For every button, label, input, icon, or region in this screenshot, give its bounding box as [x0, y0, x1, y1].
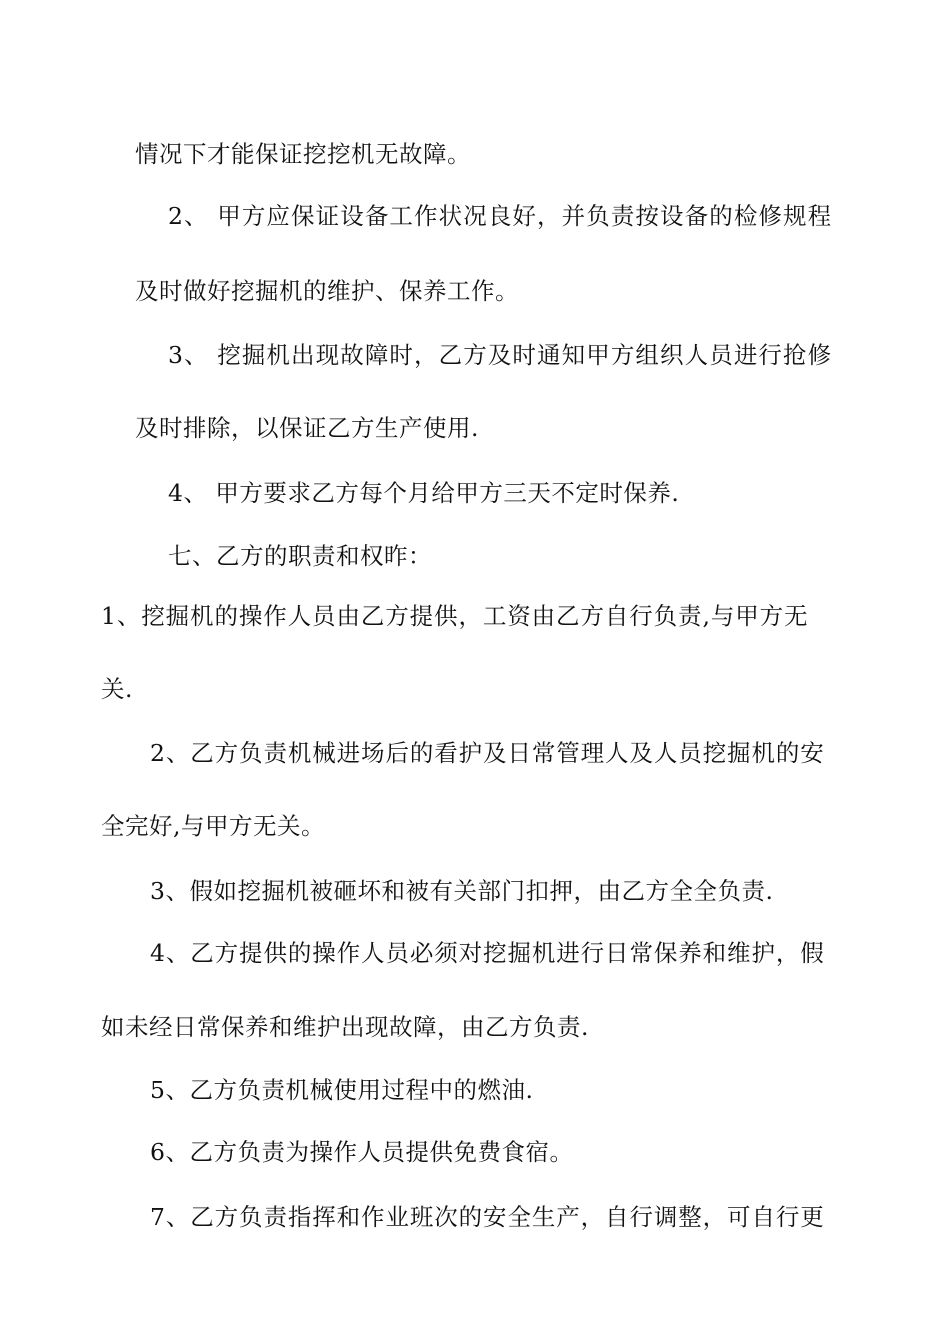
paragraph-line: 4、 甲方要求乙方每个月给甲方三天不定时保养.	[168, 478, 680, 507]
paragraph-line: 关.	[101, 674, 133, 703]
paragraph-line: 7、乙方负责指挥和作业班次的安全生产，自行调整，可自行更	[150, 1202, 825, 1231]
paragraph-line: 5、乙方负责机械使用过程中的燃油.	[150, 1075, 534, 1104]
paragraph-line: 2、乙方负责机械进场后的看护及日常管理人及人员挖掘机的安	[150, 738, 825, 767]
section-heading: 七、乙方的职责和权昨：	[168, 541, 432, 570]
paragraph-line: 情况下才能保证挖挖机无故障。	[135, 139, 471, 168]
paragraph-line: 3、 挖掘机出现故障时，乙方及时通知甲方组织人员进行抢修	[168, 340, 833, 369]
paragraph-line: 及时排除，以保证乙方生产使用.	[135, 413, 479, 442]
paragraph-line: 及时做好挖掘机的维护、保养工作。	[135, 276, 519, 305]
paragraph-line: 全完好,与甲方无关。	[101, 811, 325, 840]
paragraph-line: 3、假如挖掘机被砸坏和被有关部门扣押，由乙方全全负责.	[150, 876, 774, 905]
paragraph-line: 如未经日常保养和维护出现故障，由乙方负责.	[101, 1012, 589, 1041]
paragraph-line: 2、 甲方应保证设备工作状况良好，并负责按设备的检修规程	[168, 201, 833, 230]
paragraph-line: 6、乙方负责为操作人员提供免费食宿。	[150, 1137, 574, 1166]
paragraph-line: 1、挖掘机的操作人员由乙方提供，工资由乙方自行负责,与甲方无	[101, 601, 809, 630]
paragraph-line: 4、乙方提供的操作人员必须对挖掘机进行日常保养和维护，假	[150, 938, 825, 967]
